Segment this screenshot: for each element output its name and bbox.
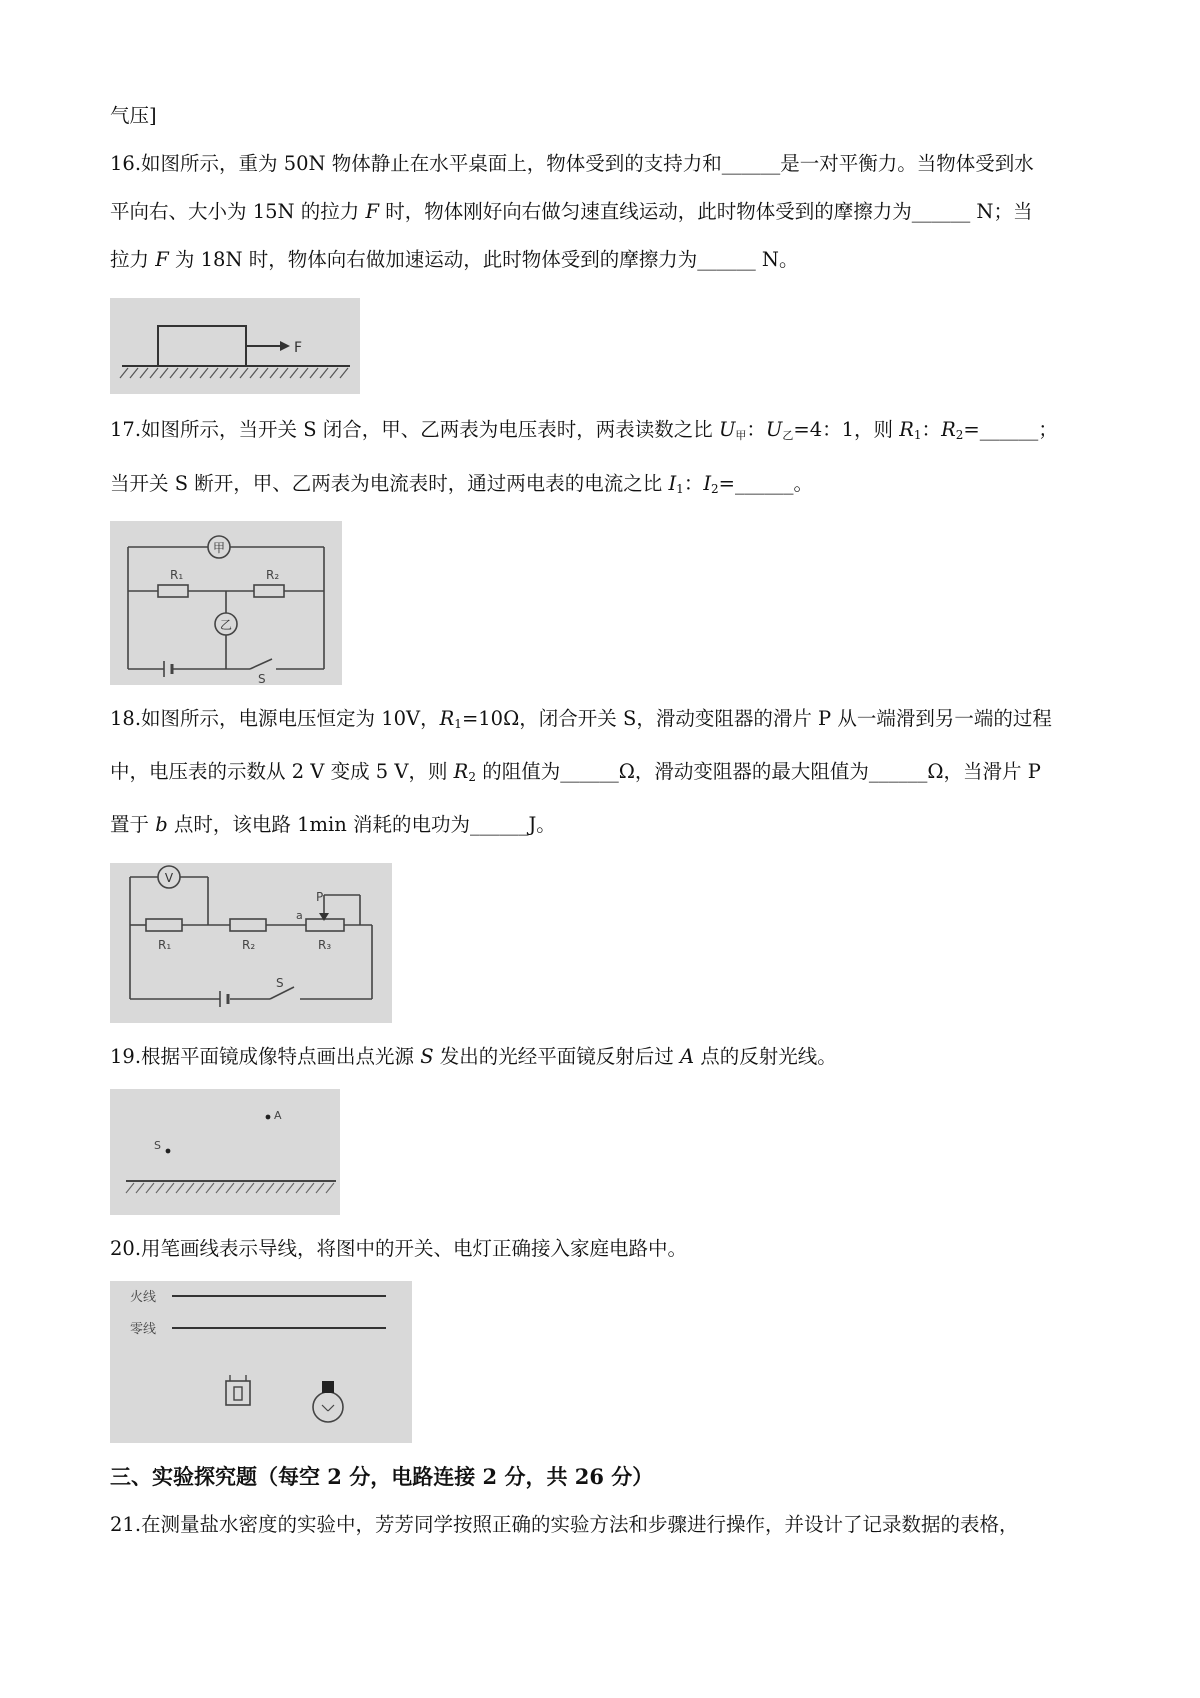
- mirror-hatching: [126, 1183, 334, 1193]
- a-label: a: [296, 909, 303, 922]
- voltmeter-label: V: [164, 871, 174, 885]
- r2-label: R₂: [242, 938, 256, 952]
- meter-yi-label: 乙: [219, 618, 233, 632]
- meter-jia-label: 甲: [212, 541, 226, 555]
- point-a-icon: [266, 1115, 271, 1120]
- point-a-label: A: [274, 1109, 282, 1122]
- exam-page: [110, 92, 1100, 1549]
- q15-tail: 气压]: [110, 104, 157, 127]
- q18-line-3: 置于 b 点时，该电路 1min 消耗的电功为______J。: [110, 813, 556, 836]
- q16-line-2: 平向右、大小为 15N 的拉力 F 时，物体刚好向右做匀速直线运动，此时物体受到的摩擦力为______ N；当: [110, 200, 1033, 223]
- q18-line-2: 中，电压表的示数从 2 V 变成 5 V，则 $R_2$ 的阻值为______Ω，滑动变阻器的最大阻值为______Ω，当滑片 P: [110, 760, 1041, 784]
- q17-line-2: 当开关 S 断开，甲、乙两表为电流表时，通过两电表的电流之比 $I_1$：$I_2=\_\_\_\_\_\_$。: [110, 472, 814, 496]
- switch-label: S: [258, 672, 266, 685]
- q16-figure-block-on-table: [110, 298, 360, 394]
- q18-line-1: 18.如图所示，电源电压恒定为 10V，$R_1=10\Omega$，闭合开关 S，滑动变阻器的滑片 P 从一端滑到另一端的过程: [110, 707, 1052, 731]
- live-wire-label: 火线: [130, 1290, 157, 1305]
- block: [158, 326, 246, 366]
- q18-figure-circuit: [110, 863, 392, 1023]
- force-label: F: [294, 340, 303, 356]
- switch-label: S: [276, 976, 284, 990]
- q20-figure-household-circuit: [110, 1281, 412, 1443]
- r2-label: R₂: [266, 568, 280, 582]
- switch-icon: [226, 1375, 250, 1405]
- neutral-wire-label: 零线: [130, 1322, 157, 1337]
- q16-line-1: 16.如图所示，重为 50N 物体静止在水平桌面上，物体受到的支持力和______是一对平衡力。当物体受到水: [110, 152, 1034, 175]
- r1-label: R₁: [170, 568, 184, 582]
- q20-text: 20.用笔画线表示导线，将图中的开关、电灯正确接入家庭电路中。: [110, 1237, 688, 1260]
- q17-line-1: 17.如图所示，当开关 S 闭合，甲、乙两表为电压表时，两表读数之比 U甲：U乙=4：1，则 $R_1$：$R_2=\_\_\_\_\_\_$；: [110, 418, 1058, 442]
- light-bulb-icon: [313, 1381, 343, 1422]
- point-s-icon: [166, 1149, 171, 1154]
- point-s-label: S: [154, 1139, 161, 1152]
- q19-text: 19.根据平面镜成像特点画出点光源 S 发出的光经平面镜反射后过 A 点的反射光线。: [110, 1045, 837, 1068]
- section-3-heading: 三、实验探究题（每空 2 分，电路连接 2 分，共 26 分）: [110, 1464, 654, 1489]
- table-hatching: [120, 368, 348, 378]
- q17-figure-circuit: [110, 521, 342, 685]
- q19-figure-mirror: [110, 1089, 340, 1215]
- q21-line-1: 21.在测量盐水密度的实验中，芳芳同学按照正确的实验方法和步骤进行操作，并设计了记录数据的表格，: [110, 1513, 1019, 1536]
- r3-label: R₃: [318, 938, 332, 952]
- q16-line-3: 拉力 F 为 18N 时，物体向右做加速运动，此时物体受到的摩擦力为______ N。: [110, 248, 799, 271]
- arrow-head-icon: [280, 341, 290, 351]
- p-label: P: [316, 890, 324, 904]
- r1-label: R₁: [158, 938, 172, 952]
